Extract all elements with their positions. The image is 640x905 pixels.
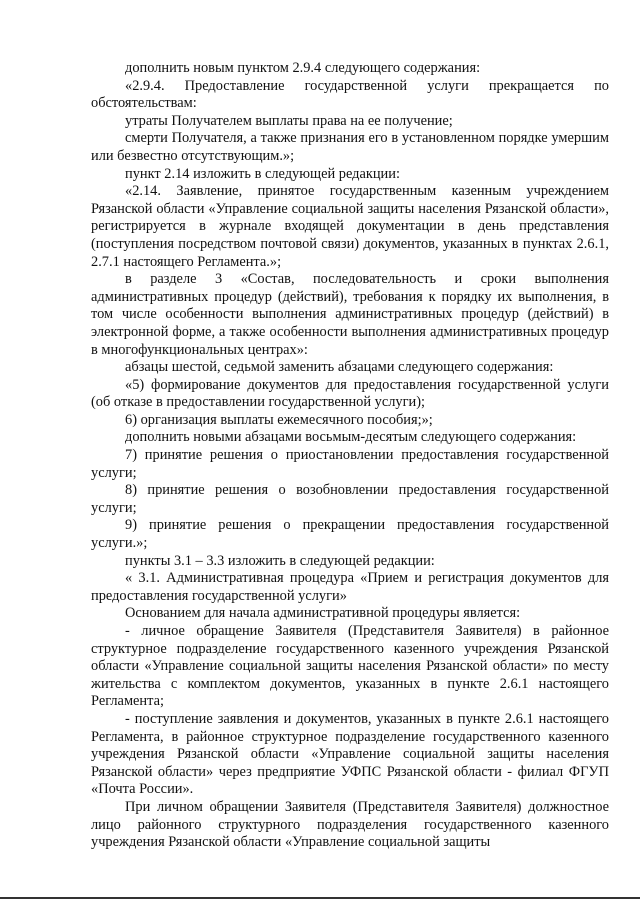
paragraph: дополнить новыми абзацами восьмым-десятым следующего содержания: (125, 429, 577, 446)
paragraph: абзацы шестой, седьмой заменить абзацами следующего содержания: (125, 359, 554, 376)
paragraph: - поступление заявления и документов, указанных в пункте 2.6.1 настоящего Регламента, в районное структурное подразделение государственного казенного учреждения Рязанской области «Управление социальной защиты населения Рязанской области» через предприятие УФПС Рязанской области - филиал ФГУП «Почта России». (91, 710, 609, 798)
paragraph: При личном обращении Заявителя (Представителя Заявителя) должностное лицо районного структурного подразделения государственного казенного учреждения Рязанской области «Управление социальной защиты (91, 798, 609, 851)
paragraph: «2.9.4. Предоставление государственной услуги прекращается по обстоятельствам: (91, 77, 609, 112)
paragraph: - личное обращение Заявителя (Представителя Заявителя) в районное структурное подразделение государственного казенного учреждения Рязанской области «Управление социальной защиты населения Рязанской области» по месту жительства с комплектом документов, указанных в пункте 2.6.1 настоящего Регламента; (91, 623, 609, 710)
paragraph: «5) формирование документов для предоставления государственной услуги (об отказе в предоставлении государственной услуги); (91, 376, 609, 411)
paragraph: Основанием для начала административной процедуры является: (125, 605, 521, 622)
paragraph: пункт 2.14 изложить в следующей редакции: (125, 165, 400, 182)
paragraph: утраты Получателем выплаты права на ее получение; (125, 112, 453, 129)
paragraph: «2.14. Заявление, принятое государственным казенным учреждением Рязанской области «Управление социальной защиты населения Рязанской области», регистрируется в журнале входящей документации в день представления (поступления посредством почтовой связи) документов, указанных в пунктах 2.6.1, 2.7.1 настоящего Регламента.»; (91, 183, 609, 270)
paragraph: смерти Получателя, а также признания его в установленном порядке умершим или безвестно отсутствующим.»; (91, 130, 609, 164)
paragraph: пункты 3.1 – 3.3 изложить в следующей редакции: (125, 552, 435, 569)
paragraph: « 3.1. Административная процедура «Прием и регистрация документов для предоставления государственной услуги» (91, 570, 609, 604)
document-body (91, 60, 609, 852)
paragraph: в разделе 3 «Состав, последовательность и сроки выполнения административных процедур (действий), требования к порядку их выполнения, в том числе особенности выполнения административных процедур (действий) в электронной форме, а также особенности выполнения административных процедур в многофункциональных центрах»: (91, 271, 609, 358)
paragraph: 8) принятие решения о возобновлении предоставления государственной услуги; (91, 482, 609, 516)
paragraph: 6) организация выплаты ежемесячного пособия;»; (125, 411, 433, 428)
paragraph: 7) принятие решения о приостановлении предоставления государственной услуги; (91, 447, 609, 481)
paragraph: дополнить новым пунктом 2.9.4 следующего содержания: (125, 60, 481, 76)
paragraph: 9) принятие решения о прекращении предоставления государственной услуги.»; (91, 517, 609, 552)
bottom-divider (0, 897, 640, 899)
